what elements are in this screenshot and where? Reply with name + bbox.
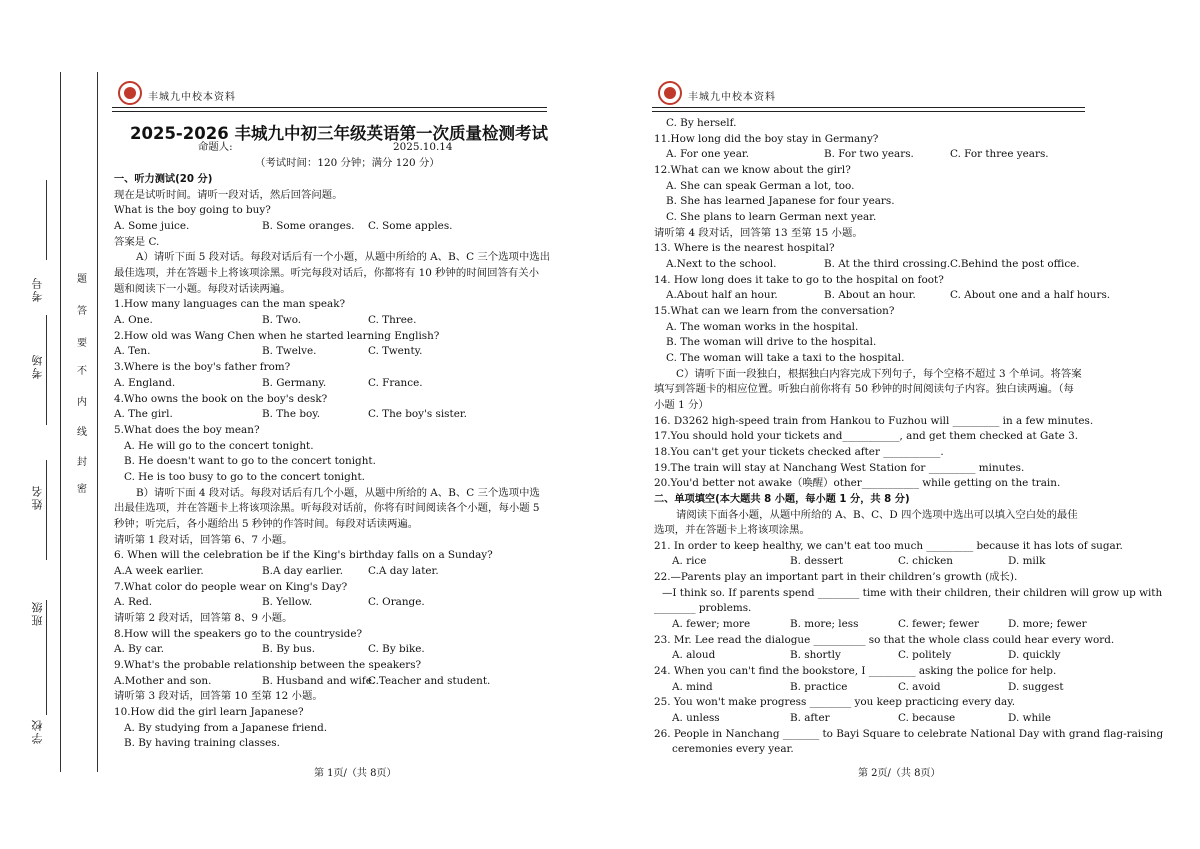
school-logo-icon [658, 81, 682, 105]
answer-option: B. She has learned Japanese for four years. [666, 195, 895, 208]
answer-option: B.A day earlier. [262, 565, 343, 577]
answer-option: C. The woman will take a taxi to the hospital. [666, 351, 905, 364]
header-divider [112, 107, 547, 112]
name-blank[interactable] [46, 460, 47, 560]
answer-option: B. Some oranges. [262, 220, 355, 233]
page-1 [112, 76, 551, 779]
answer-option: D. suggest [1008, 680, 1064, 693]
seal-char: 要 [77, 338, 87, 349]
answer-option: C. because [898, 712, 956, 725]
answer-option: D. while [1008, 712, 1051, 725]
answer-option: A. The woman works in the hospital. [666, 320, 859, 333]
question-text: 11.How long did the boy stay in Germany? [654, 132, 879, 145]
instruction-text: A）请听下面 5 段对话。每段对话后有一个小题，从题中所给的 A、B、C 三个选项中选出 [136, 251, 551, 264]
exam-title: 2025-2026 丰城九中初三年级英语第一次质量检测考试 [130, 124, 548, 143]
header-logo-text: 丰城九中校本资料 [148, 92, 236, 103]
school-logo-icon [118, 81, 142, 105]
answer-option: C.Behind the post office. [950, 257, 1080, 270]
question-text: 1.How many languages can the man speak? [114, 298, 346, 311]
question-text: —I think so. If parents spend ________ time with their children, their children will grow up with [662, 586, 1163, 599]
answer-option: C. Three. [368, 314, 417, 327]
answer-option: C. Some apples. [368, 220, 453, 233]
exam-room-blank[interactable] [46, 315, 47, 425]
answer-option: A.Mother and son. [114, 674, 212, 687]
question-text: 14. How long does it take to go to the hospital on foot? [654, 273, 944, 286]
answer-option: D. milk [1008, 555, 1046, 568]
answer-option: A. The girl. [114, 408, 173, 421]
header-divider [652, 107, 1085, 112]
question-text: 小题 1 分） [654, 398, 709, 411]
section-heading: 一、听力测试(20 分) [114, 174, 213, 185]
name-label: 姓名 [31, 484, 44, 510]
question-text: 填写到答题卡的相应位置。听独白前你将有 50 秒钟的时间阅读句子内容。独白读两遍。（每 [654, 383, 1074, 396]
question-text: 7.What color do people wear on King's Day? [114, 580, 348, 593]
seal-char: 封 [77, 457, 87, 468]
seal-char: 答 [77, 306, 87, 317]
answer-option: C. He is too busy to go to the concert tonight. [124, 470, 365, 483]
answer-option: A. By car. [114, 643, 165, 656]
seal-char: 密 [77, 484, 87, 495]
answer-option: B. By bus. [262, 643, 316, 656]
answer-option: C. politely [898, 649, 952, 662]
question-text: 17.You should hold your tickets and___________, and get them checked at Gate 3. [654, 430, 1079, 443]
question-text: 8.How will the speakers go to the countryside? [114, 627, 363, 640]
answer-option: B. Germany. [262, 376, 327, 389]
answer-option: C. About one and a half hours. [950, 289, 1111, 302]
instruction-text: 请阅读下面各小题，从题中所给的 A、B、C、D 四个选项中选出可以填入空白处的最佳 [676, 508, 1078, 521]
answer-option: C.Teacher and student. [368, 674, 491, 687]
answer-option: A. For one year. [666, 148, 750, 161]
question-text: 9.What's the probable relationship between the speakers? [114, 659, 422, 672]
answer-option: B. He doesn't want to go to the concert tonight. [124, 455, 376, 468]
exam-info: （考试时间：120 分钟；满分 120 分） [255, 157, 440, 169]
answer-option: B. Two. [262, 314, 302, 327]
question-text: ceremonies every year. [672, 743, 794, 756]
question-text: 答案是 C. [114, 235, 160, 248]
answer-option: B. dessert [790, 555, 843, 568]
answer-option: C. She plans to learn German next year. [666, 210, 877, 223]
question-text: 23. Mr. Lee read the dialogue __________ so that the whole class could hear every word. [654, 633, 1115, 646]
answer-option: B. Husband and wife. [262, 674, 376, 687]
question-text: ________ problems. [654, 602, 752, 615]
answer-option: B. The boy. [262, 408, 321, 421]
question-text: 请听第 1 段对话，回答第 6、7 小题。 [114, 533, 293, 546]
question-text: 10.How did the girl learn Japanese? [114, 706, 304, 719]
answer-option: A. rice [672, 555, 707, 568]
question-text: 18.You can't get your tickets checked after ___________. [654, 445, 944, 458]
seal-char: 内 [77, 397, 87, 408]
instruction-text: C）请听下面一段独白，根据独白内容完成下列句子，每个空格不超过 3 个单词。将答案 [676, 367, 1082, 380]
answer-option: C. Orange. [368, 596, 425, 609]
question-text: 秒钟；听完后，各小题给出 5 秒钟的作答时间。每段对话读两遍。 [114, 517, 419, 530]
seal-char: 不 [77, 366, 87, 377]
answer-option: C. Twenty. [368, 345, 423, 358]
question-text: 15.What can we learn from the conversation? [654, 304, 895, 317]
question-text: 5.What does the boy mean? [114, 423, 260, 436]
answer-option: D. quickly [1008, 649, 1061, 662]
page-2 [652, 76, 1164, 779]
question-text: 请听第 4 段对话，回答第 13 至第 15 小题。 [654, 226, 863, 239]
question-text: 最佳选项，并在答题卡上将该项涂黑。听完每段对话后，你都将有 10 秒钟的时间回答有关小 [114, 267, 540, 280]
section-heading: 二、单项填空(本大题共 8 小题，每小题 1 分，共 8 分) [654, 493, 910, 505]
question-text: 2.How old was Wang Chen when he started learning English? [114, 329, 440, 342]
instruction-text: B）请听下面 4 段对话。每段对话后有几个小题，从题中所给的 A、B、C 三个选项中选 [136, 486, 540, 499]
question-text: 请听第 2 段对话，回答第 8、9 小题。 [114, 612, 293, 625]
answer-option: D. more; fewer [1008, 618, 1087, 631]
class-blank[interactable] [46, 600, 47, 715]
answer-option: A. unless [672, 712, 720, 725]
school-label: 学校 [31, 718, 44, 744]
answer-option: C. By bike. [368, 643, 425, 656]
answer-option: A. England. [114, 376, 176, 389]
question-text: 选项，并在答题卡上将该项涂黑。 [654, 524, 810, 537]
question-text: 出最佳选项，并在答题卡上将该项涂黑。听每段对话前，你将有时间阅读各个小题，每小题 5 [114, 502, 540, 515]
answer-option: A. Some juice. [114, 220, 190, 233]
question-text: 16. D3262 high-speed train from Hankou to Fuzhou will _________ in a few minutes. [654, 414, 1094, 427]
exam-number-label: 考号 [31, 276, 44, 302]
question-text: 25. You won't make progress ________ you keep practicing every day. [654, 696, 1016, 709]
answer-option: A. She can speak German a lot, too. [666, 179, 855, 192]
question-text: 题和阅读下一小题。每段对话读两遍。 [114, 282, 291, 295]
question-text: 22.—Parents play an important part in their children’s growth (成长). [654, 571, 1018, 584]
answer-option: B. more; less [790, 618, 859, 631]
seal-char: 题 [77, 274, 87, 285]
answer-option: B. Twelve. [262, 345, 317, 358]
answer-option: A. Red. [114, 596, 153, 609]
answer-option: B. Yellow. [262, 596, 313, 609]
answer-option: C. By herself. [666, 117, 737, 129]
answer-option: B. By having training classes. [124, 737, 280, 750]
answer-option: A.About half an hour. [666, 289, 778, 302]
question-text: 24. When you can't find the bookstore, I _________ asking the police for help. [654, 665, 1057, 678]
question-text: 20.You'd better not awake（唤醒）other___________ while getting on the train. [654, 477, 1061, 490]
answer-option: C. The boy's sister. [368, 408, 467, 421]
answer-option: C. chicken [898, 555, 953, 568]
exam-room-label: 考场 [31, 353, 44, 379]
page-footer: 第 1页/（共 8页） [314, 768, 397, 779]
question-text: 请听第 3 段对话，回答第 10 至第 12 小题。 [114, 690, 323, 703]
binding-line-inner [97, 72, 98, 772]
answer-option: C. For three years. [950, 148, 1049, 161]
question-text: 19.The train will stay at Nanchang West Station for _________ minutes. [654, 461, 1025, 474]
seal-char: 线 [77, 427, 87, 438]
binding-strip [0, 0, 110, 849]
answer-option: B. The woman will drive to the hospital. [666, 336, 877, 349]
question-text: 12.What can we know about the girl? [654, 163, 851, 176]
question-text: 6. When will the celebration be if the King's birthday falls on a Sunday? [114, 549, 493, 562]
question-text: 21. In order to keep healthy, we can't eat too much _________ because it has lots of sugar. [654, 539, 1123, 552]
answer-option: B. after [790, 712, 830, 725]
answer-option: A. mind [672, 680, 713, 693]
answer-option: B. At the third crossing. [824, 257, 951, 270]
page-header [112, 76, 547, 108]
class-label: 班级 [31, 600, 44, 626]
answer-option: A. By studying from a Japanese friend. [124, 721, 328, 734]
answer-option: B. shortly [790, 649, 841, 662]
answer-option: A.A week earlier. [114, 565, 204, 577]
answer-option: B. About an hour. [824, 289, 916, 302]
page-header [652, 76, 1147, 108]
question-text: 4.Who owns the book on the boy's desk? [114, 392, 328, 405]
answer-option: A. One. [114, 314, 153, 327]
binding-line-outer [60, 72, 61, 772]
question-text: What is the boy going to buy? [114, 204, 271, 217]
answer-option: B. For two years. [824, 148, 914, 161]
author-label: 命题人: [198, 141, 233, 153]
answer-option: A. He will go to the concert tonight. [124, 439, 314, 452]
answer-option: B. practice [790, 680, 848, 693]
answer-option: A. Ten. [114, 345, 151, 358]
answer-option: C. avoid [898, 680, 941, 693]
question-text: 13. Where is the nearest hospital? [654, 242, 835, 255]
answer-option: C. France. [368, 376, 423, 389]
question-text: 3.Where is the boy's father from? [114, 361, 291, 374]
answer-option: A. fewer; more [672, 618, 751, 631]
header-logo-text: 丰城九中校本资料 [688, 92, 776, 103]
answer-option: C.A day later. [368, 565, 439, 577]
question-text: 26. People in Nanchang _______ to Bayi Square to celebrate National Day with grand flag-raising [654, 727, 1164, 740]
exam-number-blank[interactable] [46, 180, 47, 260]
answer-option: A. aloud [672, 649, 716, 662]
answer-option: A.Next to the school. [666, 257, 777, 270]
exam-date: 2025.10.14 [393, 141, 453, 153]
answer-option: C. fewer; fewer [898, 618, 979, 631]
question-text: 现在是试听时间。请听一段对话，然后回答问题。 [114, 188, 343, 201]
page-footer: 第 2页/（共 8页） [858, 768, 941, 779]
